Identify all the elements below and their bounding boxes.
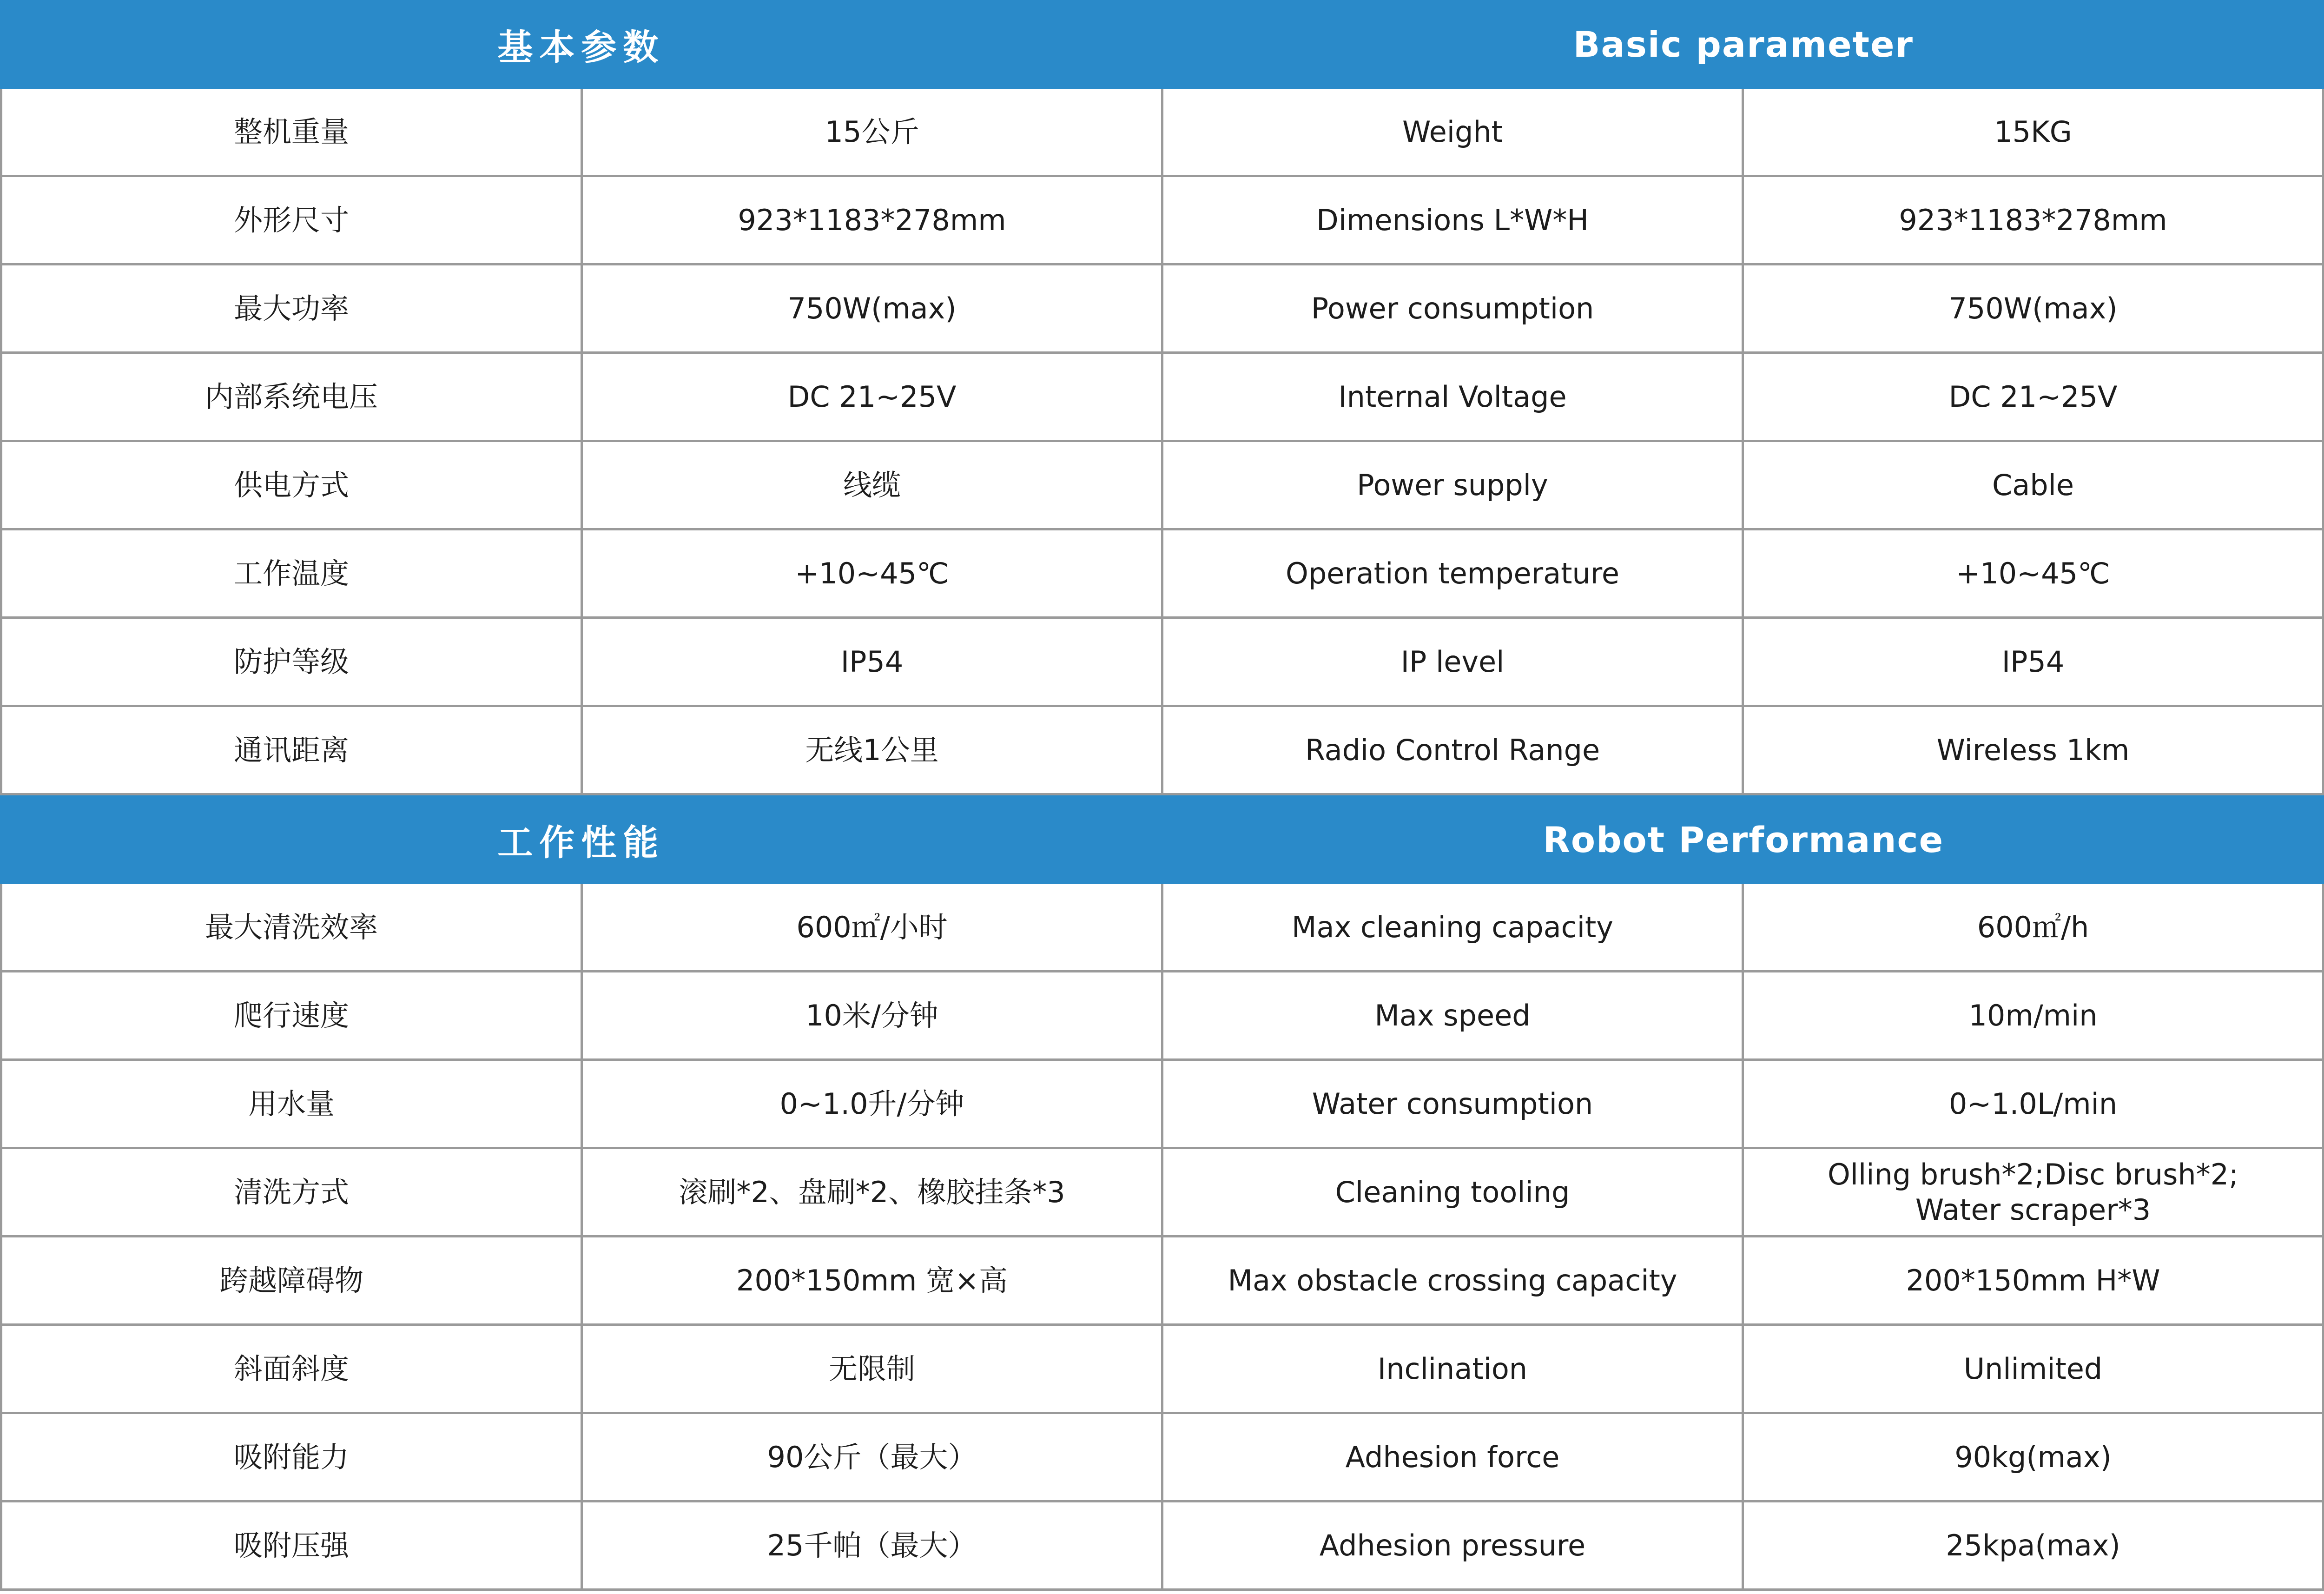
- value-en-cell: +10~45℃: [1742, 530, 2324, 616]
- value-cn-cell: 无限制: [581, 1326, 1161, 1412]
- label-cn-cell: 最大功率: [0, 265, 581, 351]
- label-en-cell: Inclination: [1161, 1326, 1742, 1412]
- section-title-cn: 工作性能: [497, 822, 665, 863]
- table-row: [0, 89, 2324, 177]
- value-en-cell: 600㎡/h: [1742, 884, 2324, 970]
- value-en-cell: 923*1183*278mm: [1742, 177, 2324, 263]
- value-en-cell: Unlimited: [1742, 1326, 2324, 1412]
- table-row: [0, 619, 2324, 707]
- label-cn-cell: 用水量: [0, 1061, 581, 1147]
- label-cn-cell: 最大清洗效率: [0, 884, 581, 970]
- label-en-cell: Max speed: [1161, 972, 1742, 1058]
- value-en-cell: 750W(max): [1742, 265, 2324, 351]
- label-cn-cell: 吸附能力: [0, 1414, 581, 1500]
- value-cn-cell: 线缆: [581, 442, 1161, 528]
- table-row: [0, 884, 2324, 972]
- section-title-en: Basic parameter: [1573, 24, 1914, 65]
- value-cn-cell: 923*1183*278mm: [581, 177, 1161, 263]
- section-title-en: Robot Performance: [1543, 819, 1944, 860]
- table-row: [0, 1502, 2324, 1591]
- value-cn-cell: 25千帕（最大）: [581, 1502, 1161, 1588]
- table-row: [0, 354, 2324, 442]
- section-header-performance: [0, 795, 2324, 884]
- value-en-cell: 90kg(max): [1742, 1414, 2324, 1500]
- table-row: [0, 265, 2324, 354]
- value-cn-cell: DC 21~25V: [581, 354, 1161, 440]
- value-en-cell: 0~1.0L/min: [1742, 1061, 2324, 1147]
- section-title-cn: 基本参数: [497, 26, 665, 68]
- label-cn-cell: 工作温度: [0, 530, 581, 616]
- section-rows-basic: [0, 89, 2324, 795]
- value-en-cell: Olling brush*2;Disc brush*2; Water scraper*3: [1742, 1149, 2324, 1235]
- label-en-cell: Weight: [1161, 89, 1742, 175]
- value-en-cell: 200*150mm H*W: [1742, 1237, 2324, 1323]
- label-en-cell: Max obstacle crossing capacity: [1161, 1237, 1742, 1323]
- value-cn-cell: 10米/分钟: [581, 972, 1161, 1058]
- value-cn-cell: 15公斤: [581, 89, 1161, 175]
- label-en-cell: Adhesion force: [1161, 1414, 1742, 1500]
- label-en-cell: Power consumption: [1161, 265, 1742, 351]
- table-row: [0, 1149, 2324, 1237]
- value-en-cell: Cable: [1742, 442, 2324, 528]
- label-cn-cell: 斜面斜度: [0, 1326, 581, 1412]
- label-en-cell: Power supply: [1161, 442, 1742, 528]
- label-cn-cell: 跨越障碍物: [0, 1237, 581, 1323]
- label-en-cell: Water consumption: [1161, 1061, 1742, 1147]
- table-row: [0, 530, 2324, 619]
- label-cn-cell: 外形尺寸: [0, 177, 581, 263]
- value-en-cell: Wireless 1km: [1742, 707, 2324, 793]
- label-en-cell: IP level: [1161, 619, 1742, 705]
- value-cn-cell: 0~1.0升/分钟: [581, 1061, 1161, 1147]
- label-en-cell: Dimensions L*W*H: [1161, 177, 1742, 263]
- label-cn-cell: 内部系统电压: [0, 354, 581, 440]
- table-row: [0, 177, 2324, 265]
- value-cn-cell: 无线1公里: [581, 707, 1161, 793]
- label-cn-cell: 整机重量: [0, 89, 581, 175]
- table-row: [0, 1237, 2324, 1326]
- label-cn-cell: 防护等级: [0, 619, 581, 705]
- table-row: [0, 1326, 2324, 1414]
- label-cn-cell: 爬行速度: [0, 972, 581, 1058]
- table-row: [0, 1061, 2324, 1149]
- section-rows-performance: [0, 884, 2324, 1591]
- label-en-cell: Adhesion pressure: [1161, 1502, 1742, 1588]
- value-cn-cell: +10~45℃: [581, 530, 1161, 616]
- value-en-cell: DC 21~25V: [1742, 354, 2324, 440]
- table-row: [0, 972, 2324, 1061]
- label-en-cell: Max cleaning capacity: [1161, 884, 1742, 970]
- label-cn-cell: 清洗方式: [0, 1149, 581, 1235]
- value-cn-cell: IP54: [581, 619, 1161, 705]
- value-en-cell: 15KG: [1742, 89, 2324, 175]
- table-row: [0, 442, 2324, 530]
- value-cn-cell: 200*150mm 宽×高: [581, 1237, 1161, 1323]
- value-en-cell: 25kpa(max): [1742, 1502, 2324, 1588]
- value-en-cell: 10m/min: [1742, 972, 2324, 1058]
- value-cn-cell: 600㎡/小时: [581, 884, 1161, 970]
- label-cn-cell: 供电方式: [0, 442, 581, 528]
- label-en-cell: Internal Voltage: [1161, 354, 1742, 440]
- label-en-cell: Operation temperature: [1161, 530, 1742, 616]
- label-cn-cell: 吸附压强: [0, 1502, 581, 1588]
- value-cn-cell: 750W(max): [581, 265, 1161, 351]
- value-cn-cell: 滚刷*2、盘刷*2、橡胶挂条*3: [581, 1149, 1161, 1235]
- table-row: [0, 707, 2324, 795]
- label-en-cell: Radio Control Range: [1161, 707, 1742, 793]
- value-cn-cell: 90公斤（最大）: [581, 1414, 1161, 1500]
- label-en-cell: Cleaning tooling: [1161, 1149, 1742, 1235]
- label-cn-cell: 通讯距离: [0, 707, 581, 793]
- value-en-cell: IP54: [1742, 619, 2324, 705]
- section-header-basic: [0, 0, 2324, 89]
- table-row: [0, 1414, 2324, 1502]
